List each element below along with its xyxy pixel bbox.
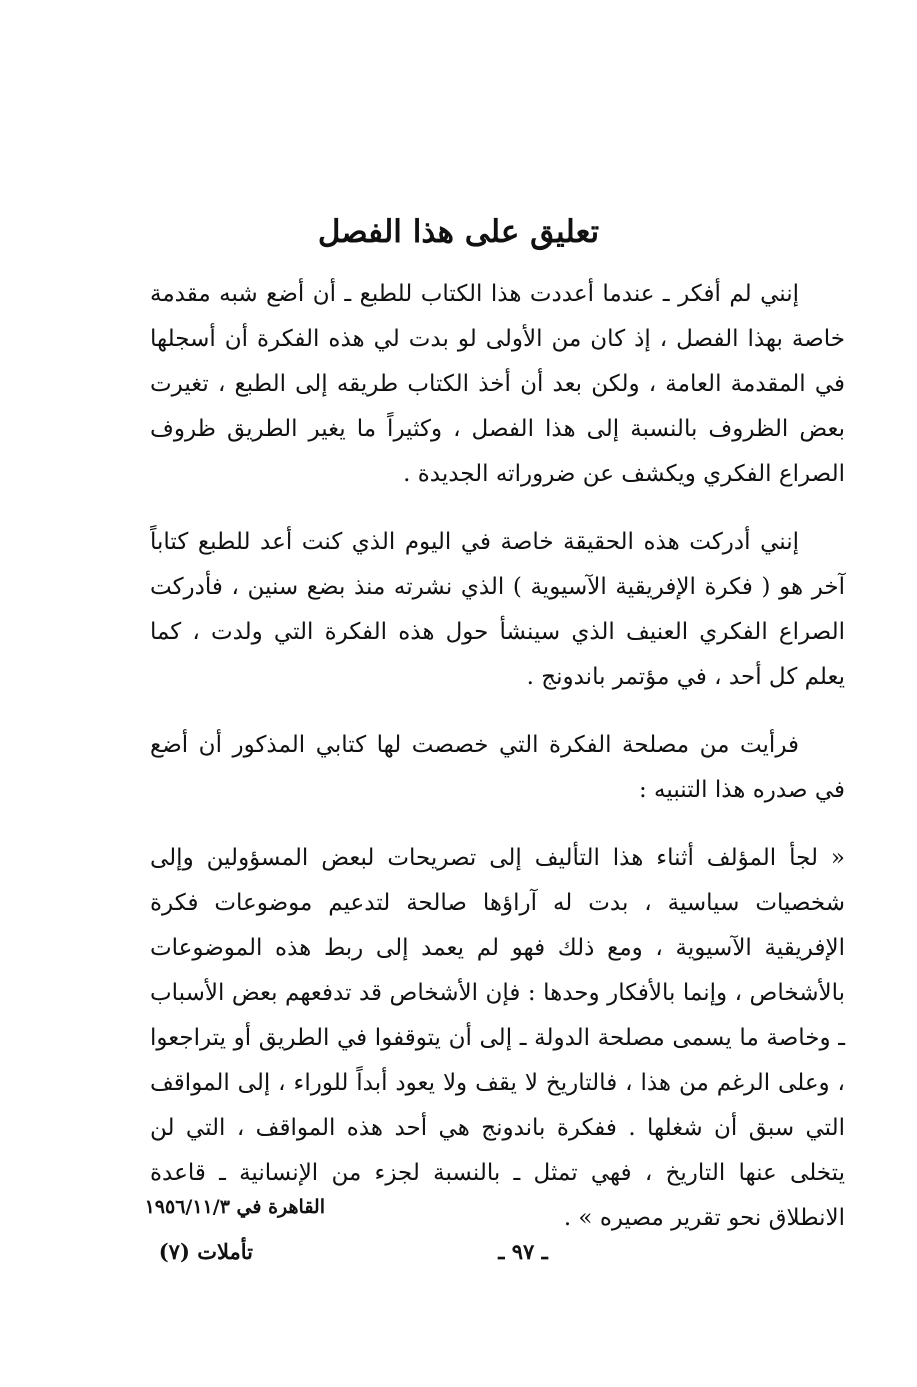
chapter-comment-title: تعليق على هذا الفصل [317, 214, 600, 250]
page-footer [150, 1232, 845, 1276]
paragraph-warning-intro: فرأيت من مصلحة الفكرة التي خصصت لها كتابي المذكور أن أضع في صدره هذا التنبيه : [150, 732, 845, 803]
book-title: تأملات (٧) [158, 1239, 253, 1264]
page-number: ـ ٩٧ ـ [498, 1239, 548, 1264]
quoted-warning: « لجأ المؤلف أثناء هذا التأليف إلى تصريحات لبعض المسؤولين وإلى شخصيات سياسية ، بدت له آراؤها صالحة لتدعيم موضوعات فكرة الإفريقية الآسيوية ، ومع ذلك فهو لم يعمد إلى ربط هذه الموضوعات بالأشخاص ، وإنما بالأفكار وحدها : فإن الأشخاص قد تدفعهم بعض الأسباب ـ وخاصة ما يسمى مصلحة الدولة ـ إلى أن يتوقفوا في الطريق أو يتراجعوا ، وعلى الرغم من هذا ، فالتاريخ لا يقف ولا يعود أبداً للوراء ، إلى المواقف التي سبق أن شغلها . ففكرة باندونج هي أحد هذه المواقف ، التي لن يتخلى عنها التاريخ ، فهي تمثل ـ بالنسبة لجزء من الإنسانية ـ قاعدة الانطلاق نحو تقرير مصيره » . [150, 845, 845, 1231]
paragraph-intro: إنني لم أفكر ـ عندما أعددت هذا الكتاب للطبع ـ أن أضع شبه مقدمة خاصة بهذا الفصل ، إذ كان من الأولى لو بدت لي هذه الفكرة أن أسجلها في المقدمة العامة ، ولكن بعد أن أخذ الكتاب طريقه إلى الطبع ، تغيرت بعض الظروف بالنسبة إلى هذا الفصل ، وكثيراً ما يغير الطريق ظروف الصراع الفكري ويكشف عن ضروراته الجديدة . [150, 281, 845, 487]
dateline: القاهرة في ١٩٥٦/١١/٣ [144, 1196, 325, 1218]
body-text [150, 272, 845, 1264]
paragraph-realization: إنني أدركت هذه الحقيقة خاصة في اليوم الذي كنت أعد للطبع كتاباً آخر هو ( فكرة الإفريقية الآسيوية ) الذي نشرته منذ بضع سنين ، فأدركت الصراع الفكري العنيف الذي سينشأ حول هذه الفكرة التي ولدت ، كما يعلم كل أحد ، في مؤتمر باندونج . [150, 529, 845, 690]
